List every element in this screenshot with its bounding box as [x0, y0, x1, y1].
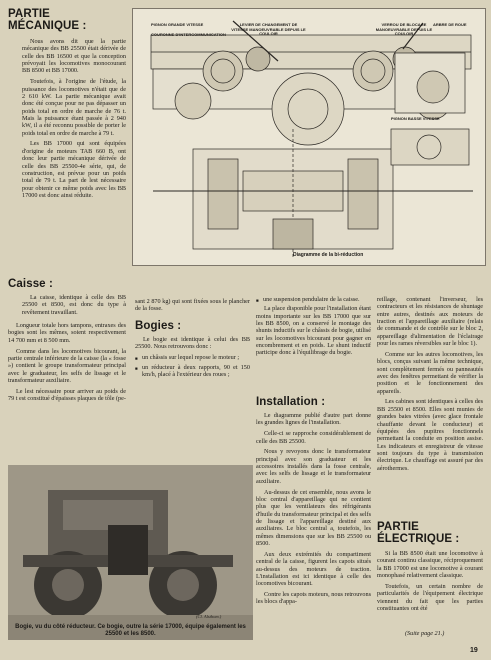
page-number: 19 — [470, 647, 478, 654]
column-1-text — [22, 38, 126, 203]
continued-page-link[interactable]: (Suite page 21.) — [405, 630, 445, 637]
paragraph: Contre les capots moteurs, nous retrouvons les blocs d'appa- — [256, 591, 371, 606]
paragraph: reillage, contenant l'inverseur, les contracteurs et les résistances de shuntage entre autres, destinés aux moteurs de traction et l'appareillage auxiliaire (relais de commande et de contrôle sur le bloc 2, appareillage d'alimentation de l'éclairage pour les rames réversibles sur le bloc 1). — [377, 296, 483, 348]
label-verrou: VERROU DE BLOCAGE MANOEUVRABLE DEPUIS LE COULOIR — [375, 22, 433, 37]
paragraph: Le diagramme publié d'autre part donne les grandes lignes de l'installation. — [256, 412, 371, 427]
heading-partie-electrique-2: ÉLECTRIQUE : — [377, 533, 460, 545]
paragraph: Comme dans les locomotives bicourant, la partie centrale inférieure de la caisse (la « fosse ») contient le groupe transformateur principal avec le graduateur, les selfs de lissage et le transformateur auxiliaire. — [8, 347, 126, 384]
label-pignon-basse-vitesse: PIGNON BASSE VITESSE — [391, 116, 440, 121]
paragraph: Longueur totale hors tampons, entraxes des bogies sont les mêmes, soient respectivement 14 700 mm et 8 500 mm. — [8, 322, 126, 344]
paragraph: La place disponible pour l'installation étant moins importante sur les BB 17000 que sur les BB 8500, on a conservé le montage des shunts inductifs sur le châssis de bogie, utilisé sur les locomotives bicourant pour gagner en encombrement et en poids. Le shunt inductif participe donc à l'équilibrage du bogie. — [256, 305, 371, 357]
column-1b-text — [8, 322, 126, 406]
paragraph: Si la BB 8500 était une locomotive à courant continu classique, réciproquement la BB 17000 est une locomotive à courant monophasé relativement classique. — [377, 550, 483, 580]
paragraph: sant 2 870 kg) qui sont fixées sous le plancher de la fosse. — [135, 298, 250, 313]
column-2-top-text — [135, 298, 250, 316]
label-levier: LEVIER DE CHANGEMENT DE VITESSE MANOEUVRABLE DEPUIS LE COULOIR — [231, 22, 306, 37]
label-arbre-de-roue: ARBRE DE ROUE — [433, 22, 467, 27]
paragraph: La caisse, identique à celle des BB 25500 et 8500, est donc du type à revêtement travaillant. — [22, 294, 126, 316]
heading-bogies: Bogies : — [135, 320, 182, 332]
label-pignon-grande-vitesse: PIGNON GRANDE VITESSE — [151, 22, 204, 27]
gearbox-drawing — [133, 9, 485, 265]
paragraph: Le lest nécessaire pour arriver au poids de 79 t est constitué d'épaisses plaques de tôle (pe- — [8, 387, 126, 403]
column-1-caisse-text — [22, 294, 126, 320]
photo-caption: Bogie, vu du côté réducteur. Ce bogie, outre la série 17000, équipe également les 25500 et les 8500. — [15, 624, 246, 637]
paragraph: Les cabines sont identiques à celles des BB 25500 et 8500. Elles sont munies de grandes baies vitrées (avec glace frontale chauffante devant le conducteur) et équipées des pupitres fonctionnels permettant la conduite en position assise. Les indicateurs et enregistreur de vitesse sont toujours du type à transmission électrique. Le chauffage est assuré par des aérothermes. — [377, 398, 483, 472]
bi-reduction-diagram — [132, 8, 486, 266]
column-2-bogies-text — [135, 336, 250, 380]
paragraph: Toutefois, un certain nombre de particularités de l'équipement électrique viennent du fait que les parties constituantes ont été — [377, 582, 483, 612]
heading-caisse: Caisse : — [8, 278, 53, 290]
label-couronne: COURONNE D'INTERCOMMUNICATION — [151, 32, 226, 37]
column-3-top-text — [256, 296, 371, 360]
paragraph: Toutefois, à l'origine de l'étude, la puissance des locomotives n'était que de 2 610 kW. La partie mécanique avait donc été conçue pour ne pas dépasser un poids total en ordre de marche de 76 t. Mais la puissance étant passée à 2 940 kW, il a été reconnu possible de porter le poids total en ordre de marche à 79 t. — [22, 78, 126, 137]
list-item: ■ un réducteur à deux rapports, 90 et 150 km/h, placé à l'extérieur des roues ; — [135, 364, 250, 379]
heading-partie-mecanique-1: PARTIE — [8, 8, 50, 20]
list-item: ■ un châssis sur lequel repose le moteur ; — [135, 354, 250, 361]
bogie-features-list — [135, 354, 250, 378]
paragraph: Comme sur les autres locomotives, les blocs, conçus suivant la même technique, sont complètement fermés ou panneautés avec des fenêtres permettant de vérifier la position et le fonctionnement des appareils. — [377, 350, 483, 395]
list-item: ■ une suspension pendulaire de la caisse. — [256, 296, 371, 303]
paragraph: Nous avons dit que la partie mécanique des BB 25500 était dérivée de celle des BB 16500 et que la conception prévoyait les locomotives monocourant BB 8500 et BB 17000. — [22, 38, 126, 75]
photo-credit: (Cl. Alsthom.) — [196, 614, 222, 619]
bogie-features-list-cont — [256, 296, 371, 303]
paragraph: Au-dessus de cet ensemble, nous avons le bloc central d'appareillage qui ne contient plus que les ventilateurs des réfrigérants d'huile du transformateur principal et des selfs de lissage et l'appareillage destiné aux auxiliaires. Le bloc central a, toutefois, les mêmes dimensions que sur les BB 25500 ou 8500. — [256, 488, 371, 547]
heading-partie-electrique-1: PARTIE — [377, 521, 419, 533]
paragraph: Nous y revoyons donc le transformateur principal avec son graduateur et les accessoires installés dans la fosse centrale, avec les selfs de lissage et le transformateur auxiliaire. — [256, 448, 371, 485]
paragraph: Les BB 17000 qui sont équipées d'origine de moteurs TAB 660 B, ont donc leur partie mécanique dérivée de celle des BB 25500-4e série, qui, de construction, est prévue pour un poids total de 79 t. La part de lest nécessaire pour obtenir ce même poids avec les BB 17000 est donc ainsi réduite. — [22, 140, 126, 199]
column-3-installation-text — [256, 412, 371, 609]
heading-installation: Installation : — [256, 396, 326, 408]
paragraph: Le bogie est identique à celui des BB 25500. Nous retrouvons donc : — [135, 336, 250, 351]
paragraph: Celle-ci se rapproche considérablement de celle des BB 25500. — [256, 430, 371, 445]
column-4-electrique-text — [377, 550, 483, 616]
paragraph: Aux deux extrémités du compartiment central de la caisse, figurent les capots situés au-dessus des moteurs de traction. L'installation est ici identique à celle des locomotives bicourant. — [256, 550, 371, 588]
column-4-top-text — [377, 296, 483, 475]
diagram-caption: Diagramme de la bi-réduction — [293, 252, 364, 258]
heading-partie-mecanique-2: MÉCANIQUE : — [8, 20, 87, 32]
